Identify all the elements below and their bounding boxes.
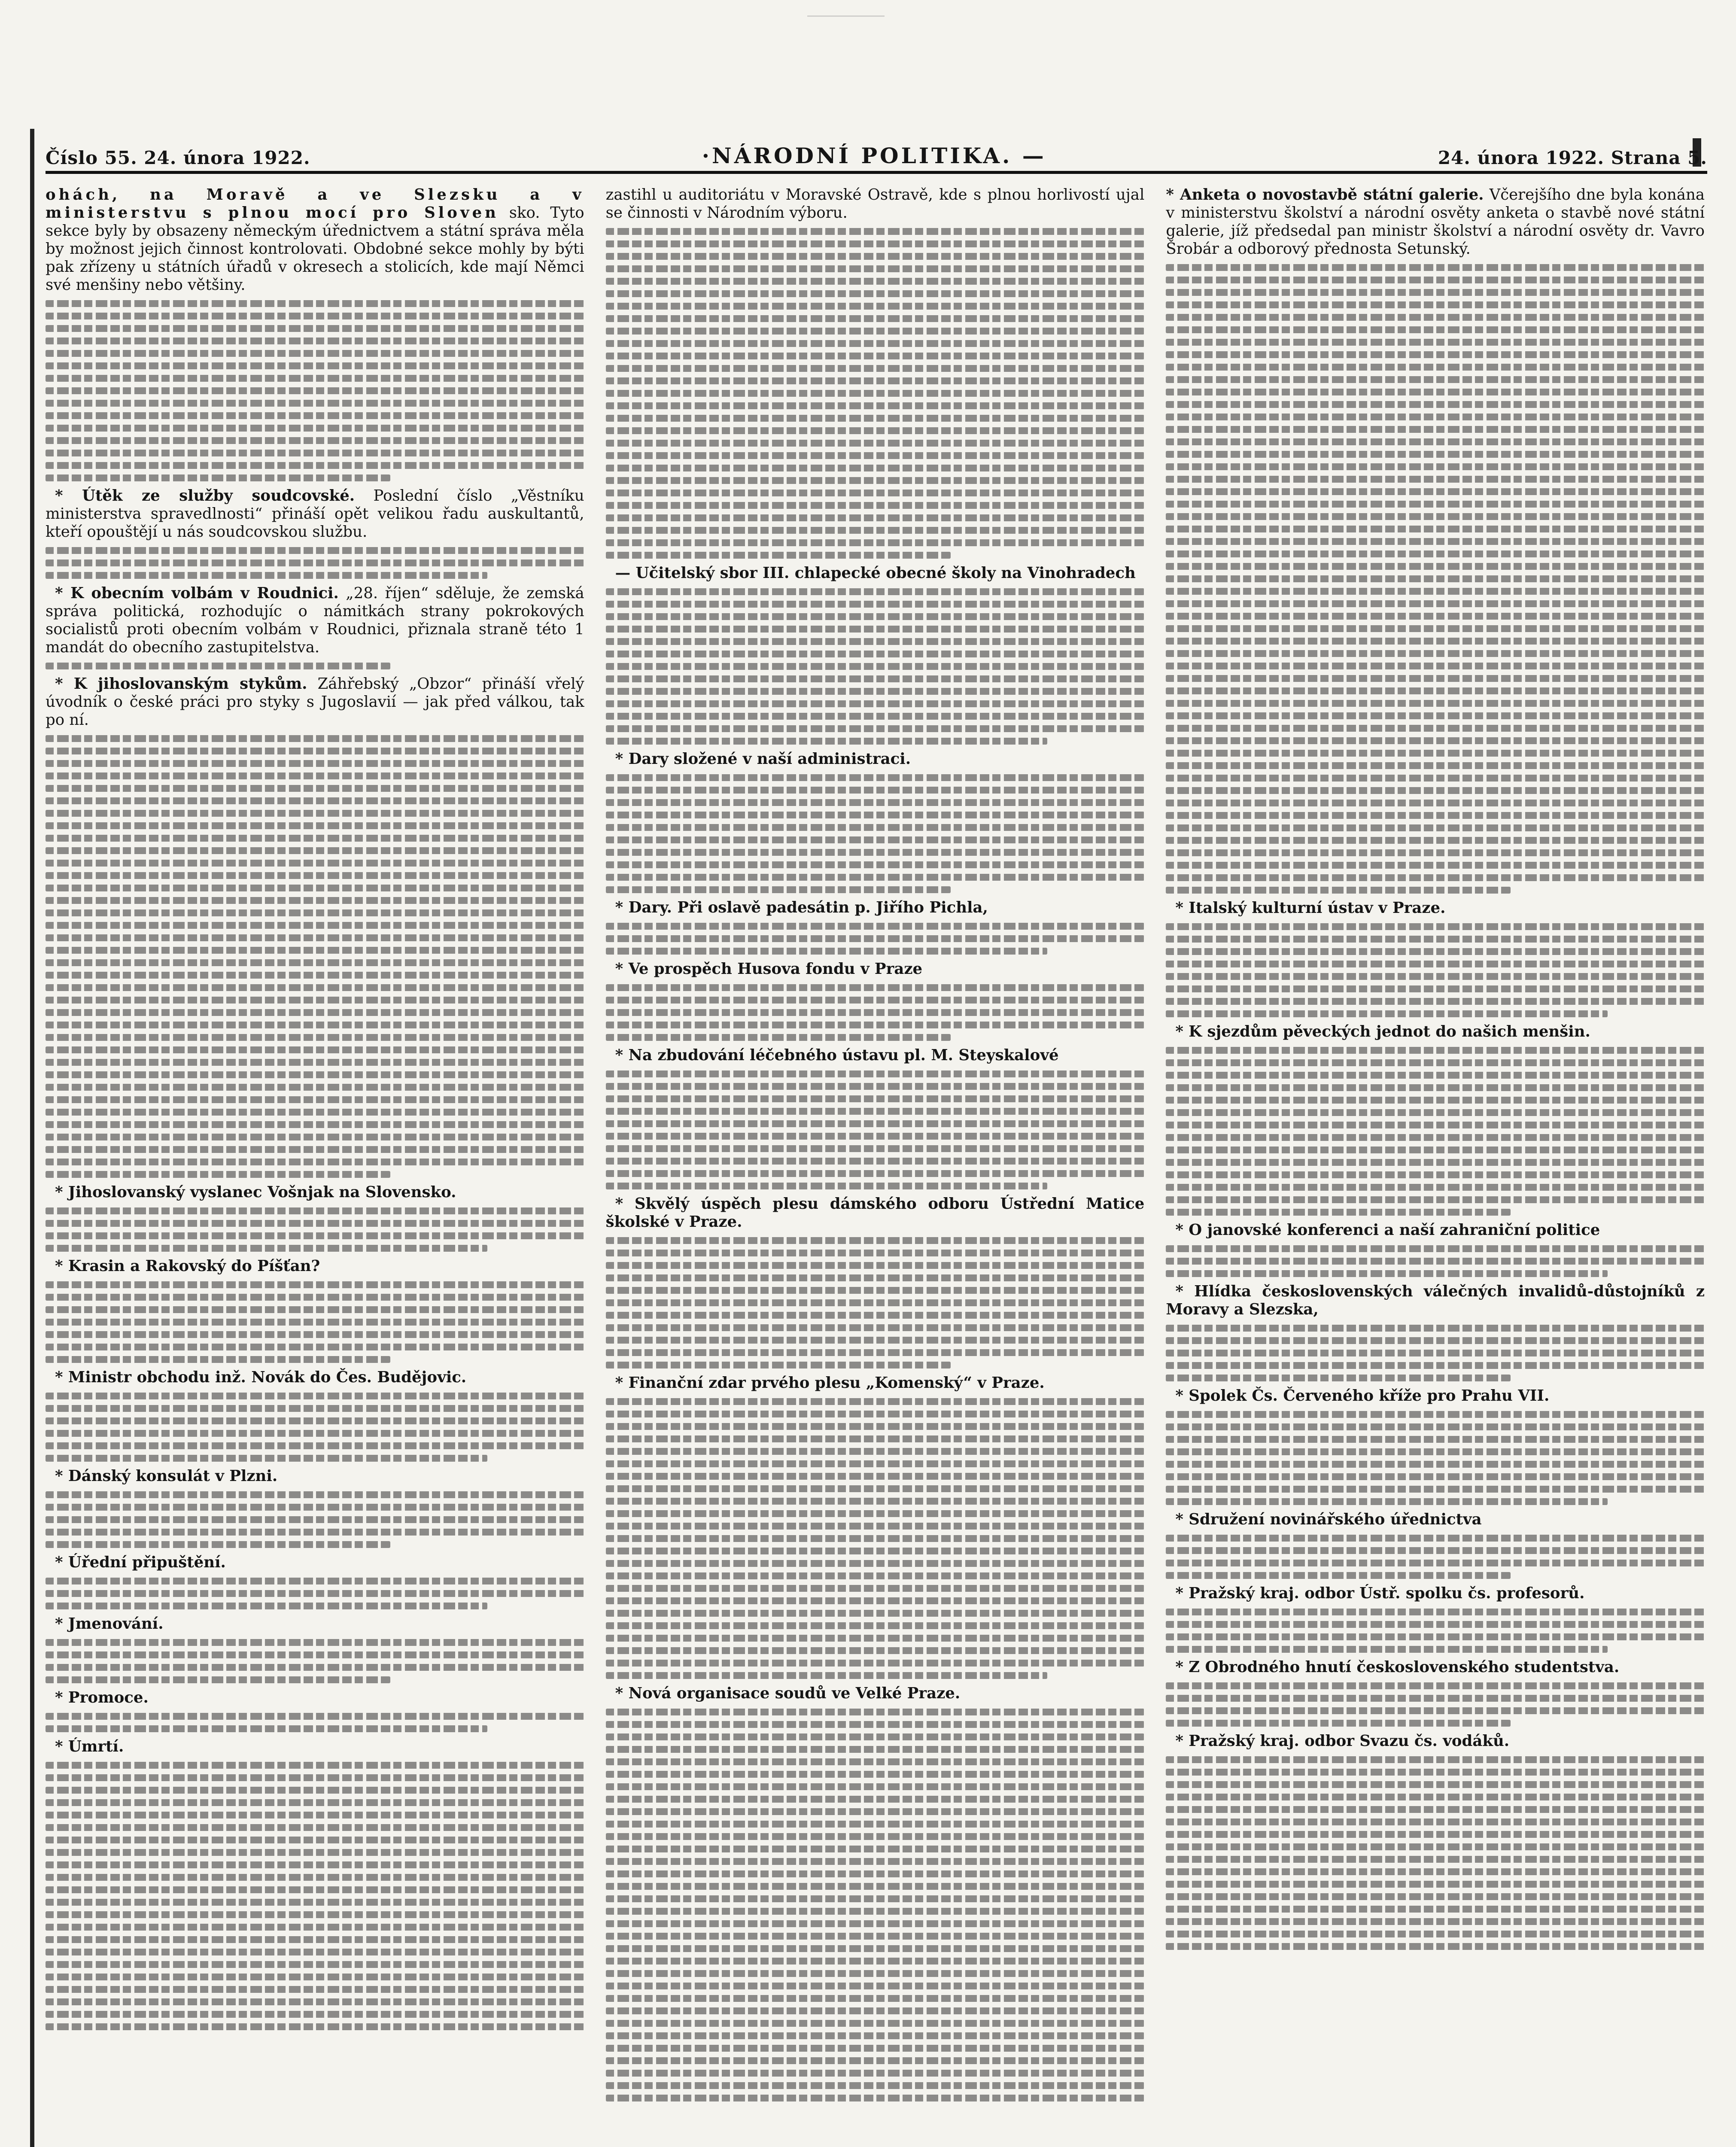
article-novinari [1166,1511,1705,1529]
article-body: Záhřebský „Obzor“ přináší vřelý úvodník o české práci pro styky s Jugoslavií — jak před válkou, tak po ní. [46,675,584,729]
article-heading: * Sdružení novinářského úřednictva [1175,1511,1482,1528]
article-janovska [1166,1221,1705,1239]
article-hlidka [1166,1283,1705,1319]
text-lines [606,588,1145,745]
scan-mark [807,0,885,17]
issue-date: Číslo 55. 24. února 1922. [46,147,310,168]
article-heading: * Na zbudování léčebného ústavu pl. M. Steyskalové [615,1046,1059,1064]
article-konsulat [46,1467,584,1485]
article-lecebna [606,1046,1145,1064]
text-lines [46,1491,584,1548]
article-husuv [606,960,1145,978]
article-soudy [606,1685,1145,1703]
article-utek [46,487,584,541]
article-ucitelsky [606,564,1145,582]
article-heading: — Učitelský sbor III. chlapecké obecné školy na Vinohradech [615,564,1136,582]
text-lines [606,774,1145,893]
text-lines [1166,1535,1705,1579]
article-body: „28. říjen“ sděluje, že zemská správa politická, rozhodujíc o námitkách strany pokrokových socialistů proti obecním volbám v Roudnici, přiznala straně této 1 mandát do obecního zastupitelstva. [46,584,584,656]
text-lines [46,1393,584,1462]
article-text [46,186,584,294]
article-heading: * Z Obrodného hnutí československého studentstva. [1175,1658,1620,1676]
text-lines [1166,264,1705,894]
article-matice [606,1195,1145,1231]
article-heading: * K sjezdům pěveckých jednot do našich menšin. [1175,1023,1590,1040]
text-lines [606,923,1145,955]
page-number: 24. února 1922. Strana 5. [1438,147,1707,168]
column-1 [46,186,587,2147]
article-ucedni [46,1554,584,1572]
text-lines [1166,1325,1705,1381]
article-heading: * Dary. Při oslavě padesátin p. Jiřího Pichla, [615,899,988,916]
article-profesori [1166,1584,1705,1603]
article-body: Včerejšího dne byla konána v ministerstvu školství a národní osvěty anketa o stavbě nové státní galerie, jíž předsedal pan ministr školství a národní osvěty dr. Vavro Šrobár a odborový přednosta Setunský. [1166,186,1705,258]
article-heading: * Ministr obchodu inž. Novák do Čes. Budějovic. [55,1368,467,1386]
article-heading: * Dánský konsulát v Plzni. [55,1467,278,1485]
column-2 [606,186,1147,2147]
text-lines [46,1762,584,2030]
article-heading: * Pražský kraj. odbor Svazu čs. vodáků. [1175,1732,1510,1750]
columns [46,186,1707,2147]
text-lines [46,735,584,1178]
text-lines [606,1237,1145,1368]
article-heading: * Úmrtí. [55,1738,124,1755]
article-text-continued: sko. Tyto sekce byly by obsazeny německým úřednictvem a státní správa měla by možnost jejich činnost kontrolovati. Obdobné sekce mohly by býti pak zřízeny u státních úřadů v okresech a stolicích, kde mají Němci své menšiny nebo většiny. [46,204,584,294]
text-lines [46,1639,584,1683]
article-komensky [606,1374,1145,1392]
article-kriz [1166,1387,1705,1405]
article-heading: * Italský kulturní ústav v Praze. [1175,899,1446,917]
text-lines [606,1070,1145,1189]
article-dary [606,750,1145,768]
article-heading: * Finanční zdar prvého plesu „Komenský“ v Praze. [615,1374,1045,1392]
article-heading: * Jmenování. [55,1615,164,1633]
article-heading: * Promoce. [55,1689,149,1706]
text-lines [606,1398,1145,1679]
article-jmenovani [46,1615,584,1633]
text-lines [1166,1047,1705,1216]
newspaper-page [30,129,1713,2147]
article-vosnjak [46,1183,584,1201]
spaced-text: ohách, na Moravě a ve Slezsku a v ministerstvu s plnou mocí pro Sloven [46,186,584,222]
text-lines [1166,1411,1705,1505]
article-jihoslovan [46,675,584,729]
text-lines [606,1709,1145,2101]
text-lines [1166,1245,1705,1277]
article-heading: * Dary složené v naší administraci. [615,750,911,768]
text-lines [1166,1609,1705,1653]
masthead [46,129,1707,174]
column-3 [1166,186,1707,2147]
text-lines [1166,923,1705,1017]
text-lines [1166,1756,1705,1950]
article-heading: * Anketa o novostavbě státní galerie. [1166,186,1484,204]
article-heading: * O janovské konferenci a naší zahraniční politice [1175,1221,1600,1239]
article-heading: * Ve prospěch Husova fondu v Praze [615,960,923,978]
article-dary2 [606,899,1145,917]
article-heading: * Krasin a Rakovský do Píšťan? [55,1257,320,1275]
article-heading: * K jihoslovanským stykům. [55,675,307,693]
article-heading: * K obecním volbám v Roudnici. [55,584,339,602]
article-body: Poslední číslo „Věstníku ministerstva spravedlnosti“ přináší opět velikou řadu auskultantů, kteří opouštějí u nás soudcovskou službu. [46,487,584,541]
article-pevci [1166,1023,1705,1041]
text-lines [606,228,1145,559]
text-lines [46,1207,584,1252]
text-lines [606,984,1145,1041]
article-promoce [46,1689,584,1707]
article-heading: * Útěk ze služby soudcovské. [55,487,355,505]
article-heading: * Skvělý úspěch plesu dámského odboru Ústřední Matice školské v Praze. [605,1195,1145,1231]
article-heading: * Spolek Čs. Červeného kříže pro Prahu VII. [1175,1387,1550,1405]
newspaper-title: ·NÁRODNÍ POLITIKA. — [702,143,1046,168]
article-anketa [1166,186,1705,258]
article-heading: * Úřední připuštění. [55,1554,226,1571]
article-italsky [1166,899,1705,917]
article-vodaci [1166,1732,1705,1750]
article-text: zastihl u auditoriátu v Moravské Ostravě, kde s plnou horlivostí ujal se činnosti v Národním výboru. [605,186,1145,222]
article-krasin [46,1257,584,1275]
article-heading: * Jihoslovanský vyslanec Vošnjak na Slovensko. [55,1183,456,1201]
article-roudnice [46,584,584,657]
article-heading: * Nová organisace soudů ve Velké Praze. [615,1685,961,1702]
article-heading: * Pražský kraj. odbor Ústř. spolku čs. profesorů. [1175,1584,1585,1602]
text-lines [46,1713,584,1732]
text-lines [46,300,584,481]
article-heading: * Hlídka československých válečných invalidů-důstojníků z Moravy a Slezska, [1166,1283,1705,1318]
article-studenti [1166,1658,1705,1676]
article-ministr [46,1368,584,1387]
text-lines [46,1281,584,1363]
article-umrti [46,1738,584,1756]
text-lines [46,547,584,579]
text-lines [46,663,584,669]
text-lines [46,1578,584,1609]
text-lines [1166,1682,1705,1727]
